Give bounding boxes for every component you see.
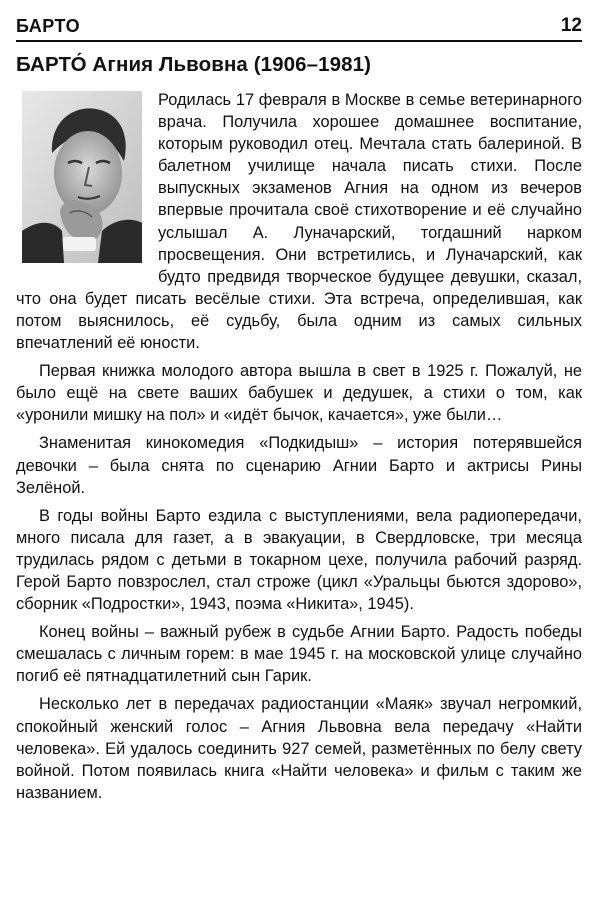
running-title: БАРТО [16,16,81,36]
paragraph-biography-1: Родилась 17 февраля в Москве в семье ветеринарного врача. Получила хорошее домашнее воспитание, которым руководил отец. Мечтала стать балериной. В балетном училище начала писать стихи. После выпускных экзаменов Агния на одном из вечеров впервые прочитала своё стихотворение и её случайно услышал А. Луначарский, тогдашний нарком просвещения. Они встретились, и Луначарский, как будто предвидя творческое будущее девушки, сказал, что она будет писать весёлые стихи. Эта встреча, определившая, как потом выяснилось, её судьбу, была одним из самых сильных впечатлений её юности. [16,91,582,353]
paragraph-biography-4: В годы войны Барто ездила с выступлениями, вела радиопередачи, много писала для газет, а в эвакуации, в Свердловске, три месяца трудилась рядом с детьми в токарном цехе, получила рабочий разряд. Герой Барто повзрослел, стал строже (цикл «Уральцы бьются здорово», сборник «Подростки», 1943, поэма «Никита», 1945). [16,506,582,614]
entry-heading: БАРТО́ Агния Львовна (1906–1981) [16,53,372,76]
running-header [16,14,582,42]
paragraph-biography-3: Знаменитая кинокомедия «Подкидыш» – история потерявшейся девочки – была снята по сценарию Агнии Барто и актрисы Рины Зелёной. [16,434,582,497]
portrait-photo-icon [22,91,142,263]
paragraph-biography-5: Конец войны – важный рубеж в судьбе Агнии Барто. Радость победы смешалась с личным горем: в мае 1945 г. на московской улице случайно погиб её пятнадцатилетний сын Гарик. [16,623,582,686]
entry-body [16,79,582,804]
page-number: 12 [560,15,582,36]
paragraph-biography-6: Несколько лет в передачах радиостанции «Маяк» звучал негромкий, спокойный женский голос – Агния Львовна вела передачу «Найти человека». Ей удалось соединить 927 семей, разметённых по белу свету войной. Потом появилась книга «Найти человека» и фильм с таким же названием. [16,695,582,802]
book-page [16,14,582,904]
paragraph-biography-2: Первая книжка молодого автора вышла в свет в 1925 г. Пожалуй, не было ещё на свете ваших бабушек и дедушек, а стихи о том, как «уронили мишку на пол» и «идёт бычок, качается», уже были… [16,362,582,425]
